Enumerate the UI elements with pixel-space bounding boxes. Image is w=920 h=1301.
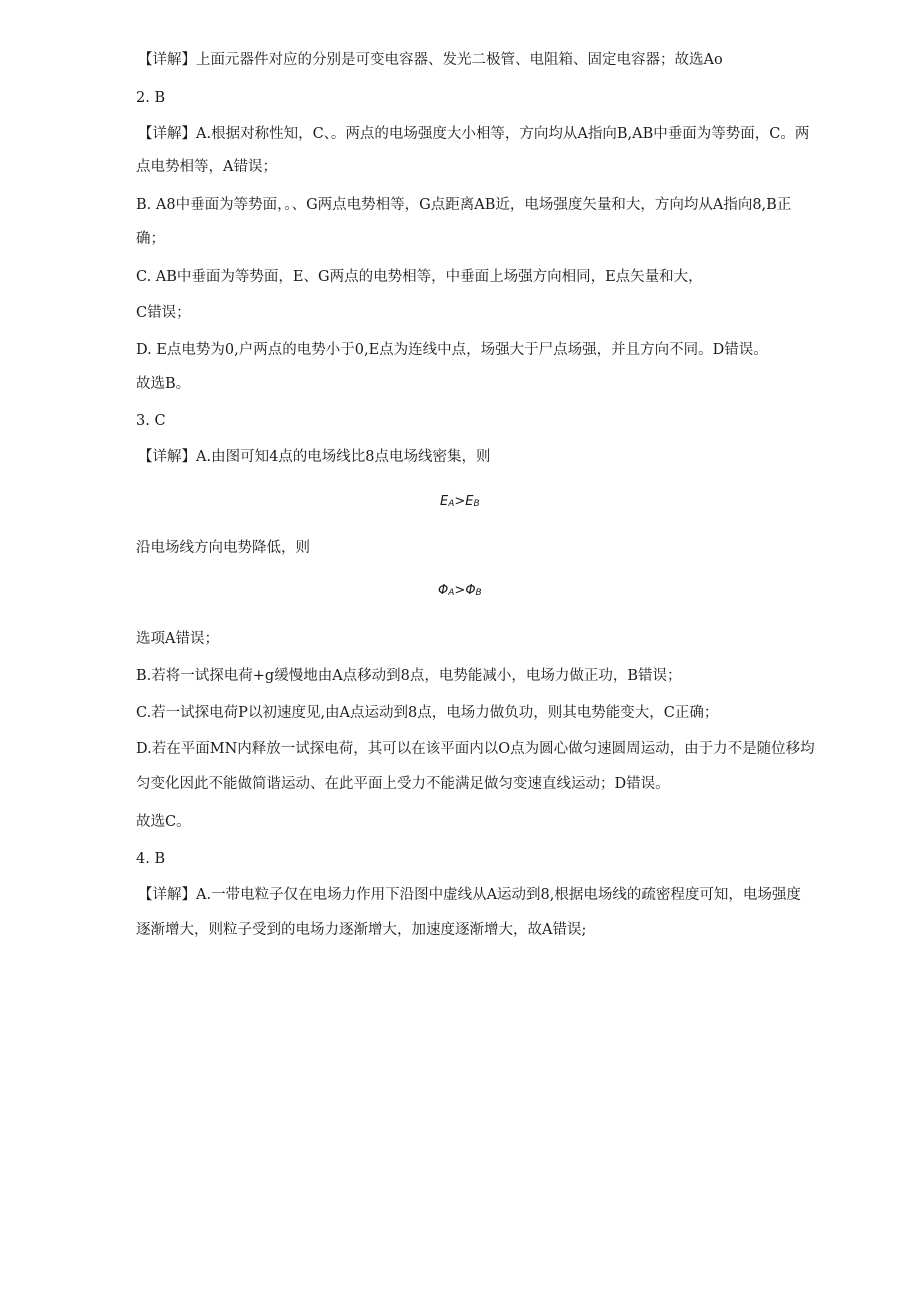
answer-q3: 3. C (136, 413, 166, 429)
formula-field-strength (440, 494, 480, 512)
formula-1-rhs-sub: B (473, 499, 480, 509)
explanation-line-q3-a-cont: 沿电场线方向电势降低，则 (136, 540, 310, 556)
formula-potential (438, 583, 482, 601)
explanation-line-q2-c-cont: C错误； (136, 305, 191, 321)
explanation-line-q2-a-cont: 点电势相等，A错误； (136, 159, 277, 175)
explanation-line-q3-c: C.若一试探电荷P以初速度见,由A点运动到8点，电场力做负功，则其电势能变大，C正确； (136, 705, 719, 721)
explanation-line-q1: 【详解】上面元器件对应的分别是可变电容器、发光二极管、电阻箱、固定电容器；故选Ao (138, 52, 723, 68)
conclusion-q3: 故选C。 (136, 814, 191, 830)
explanation-line-q2-c: C. AB中垂面为等势面，E、G两点的电势相等，中垂面上场强方向相同，E点矢量和大， (136, 269, 703, 285)
explanation-line-q3-d-cont: 匀变化因此不能做简谐运动、在此平面上受力不能满足做匀变速直线运动；D错误。 (136, 776, 670, 792)
formula-1-lhs: E (440, 494, 449, 509)
formula-1-lhs-sub: A (448, 499, 455, 509)
explanation-line-q3-a-result: 选项A错误； (136, 631, 219, 647)
explanation-line-q3-d: D.若在平面MN内释放一试探电荷，其可以在该平面内以O点为圆心做匀速圆周运动，由于力不是随位移均 (136, 741, 815, 757)
explanation-line-q3-b: B.若将一试探电荷+g缓慢地由A点移动到8点，电势能减小，电场力做正功，B错误； (136, 668, 682, 684)
formula-2-rhs-sub: B (475, 588, 482, 598)
explanation-line-q2-b: B. A8中垂面为等势面，。、G两点电势相等，G点距离AB近，电场强度矢量和大，方向均从A指向8,B正 (136, 197, 792, 213)
formula-1-rhs: E (465, 494, 474, 509)
explanation-line-q3-a: 【详解】A.由图可知4点的电场线比8点电场线密集，则 (138, 449, 491, 465)
answer-q2: 2. B (136, 90, 166, 106)
explanation-line-q2-a: 【详解】A.根据对称性知，C、。两点的电场强度大小相等，方向均从A指向B,AB中垂面为等势面，C。两 (138, 126, 810, 142)
formula-2-lhs-sub: A (448, 588, 455, 598)
explanation-line-q4-a: 【详解】A.一带电粒子仅在电场力作用下沿图中虚线从A运动到8,根据电场线的疏密程度可知，电场强度 (138, 887, 801, 903)
explanation-line-q2-b-cont: 确； (136, 231, 165, 247)
conclusion-q2: 故选B。 (136, 376, 191, 392)
formula-2-rhs: Φ (465, 583, 476, 598)
explanation-line-q4-a-cont: 逐渐增大，则粒子受到的电场力逐渐增大，加速度逐渐增大，故A错误; (136, 922, 587, 938)
formula-2-op: > (454, 583, 466, 598)
formula-2-lhs: Φ (438, 583, 449, 598)
answer-q4: 4. B (136, 851, 166, 867)
explanation-line-q2-d: D. E点电势为0,户两点的电势小于0,E点为连线中点，场强大于尸点场强，并且方向不同。D错误。 (136, 342, 768, 358)
formula-1-op: > (454, 494, 466, 509)
